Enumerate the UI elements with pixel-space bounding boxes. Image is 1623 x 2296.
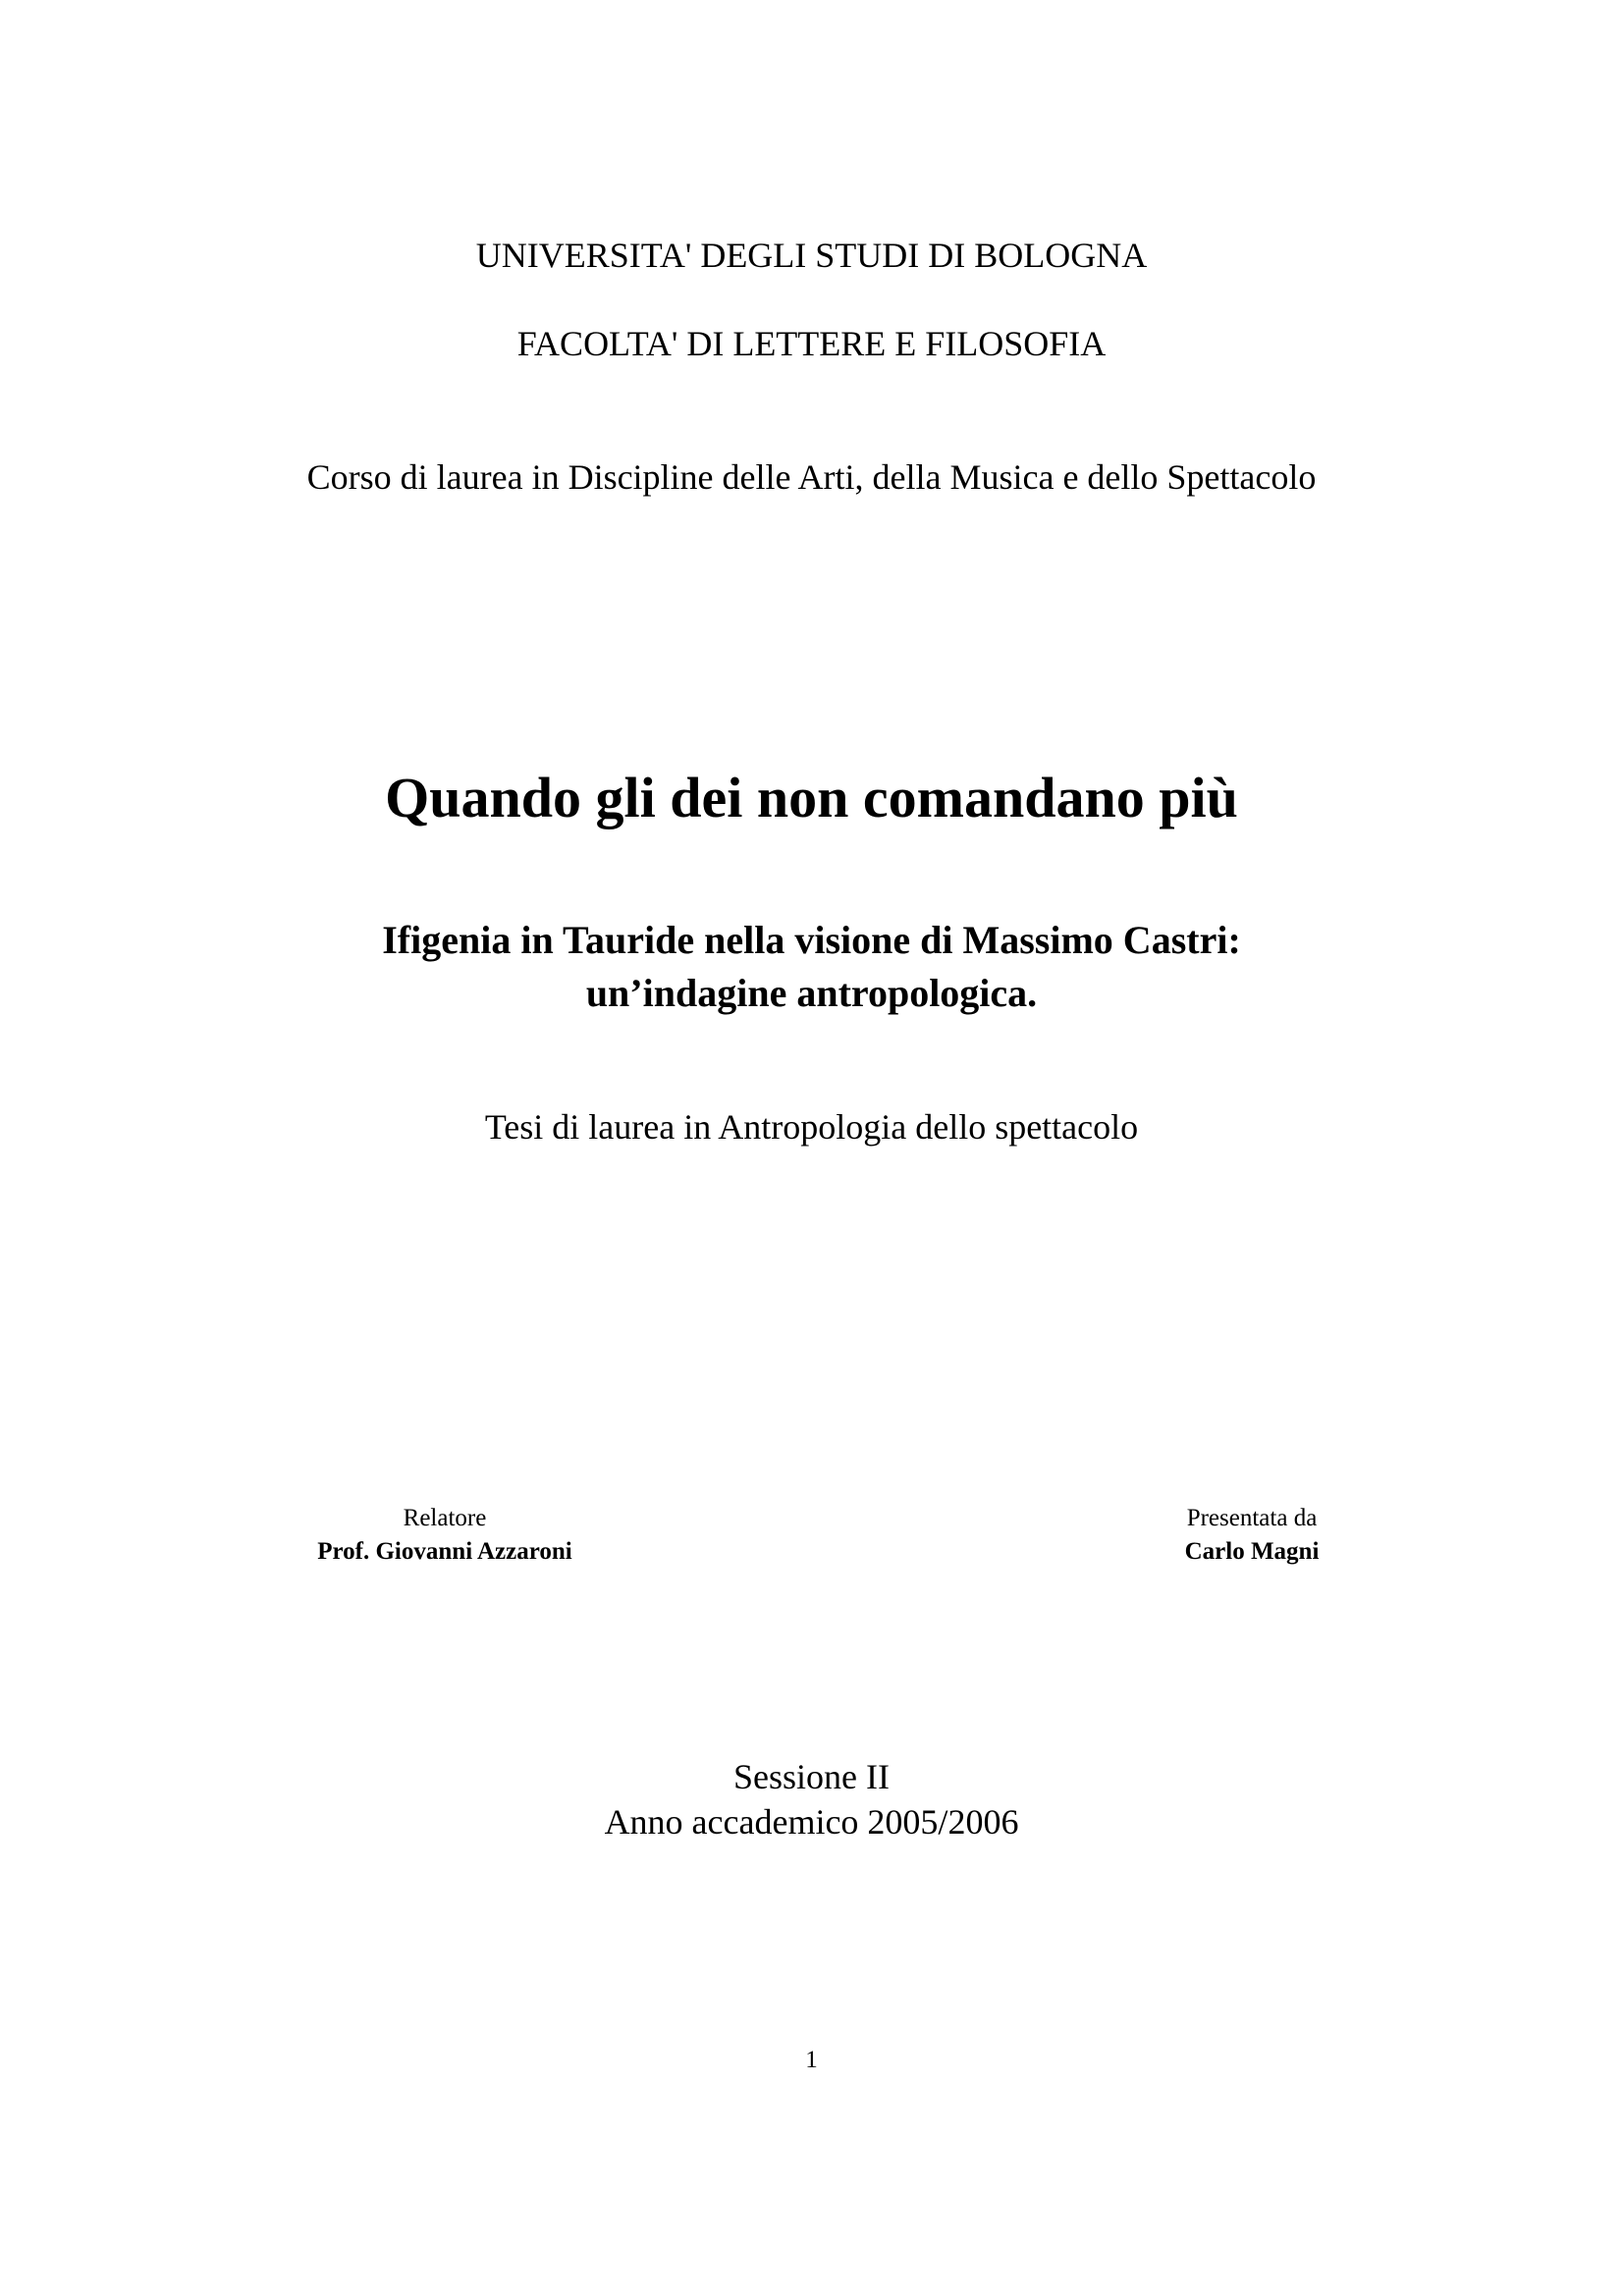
thesis-type: Tesi di laurea in Antropologia dello spettacolo xyxy=(484,1107,1139,1147)
university-name: UNIVERSITA' DEGLI STUDI DI BOLOGNA xyxy=(475,236,1148,275)
author-block xyxy=(1105,1506,1399,1564)
author-name: Carlo Magni xyxy=(1184,1538,1320,1565)
supervisor-role: Relatore xyxy=(403,1505,487,1531)
thesis-title: Quando gli dei non comandano più xyxy=(385,766,1238,829)
thesis-subtitle-line1: Ifigenia in Tauride nella visione di Massimo Castri: xyxy=(382,918,1241,962)
thesis-subtitle-line2: un’indagine antropologica. xyxy=(585,971,1038,1015)
academic-year: Anno accademico 2005/2006 xyxy=(604,1802,1019,1842)
author-role: Presentata da xyxy=(1186,1505,1318,1531)
exam-session: Sessione II xyxy=(733,1757,890,1796)
page-number: 1 xyxy=(805,2047,818,2073)
faculty-name: FACOLTA' DI LETTERE E FILOSOFIA xyxy=(516,324,1107,363)
degree-course: Corso di laurea in Discipline delle Arti, della Musica e dello Spettacolo xyxy=(306,457,1317,497)
supervisor-block xyxy=(298,1506,592,1564)
supervisor-name: Prof. Giovanni Azzaroni xyxy=(317,1538,572,1565)
